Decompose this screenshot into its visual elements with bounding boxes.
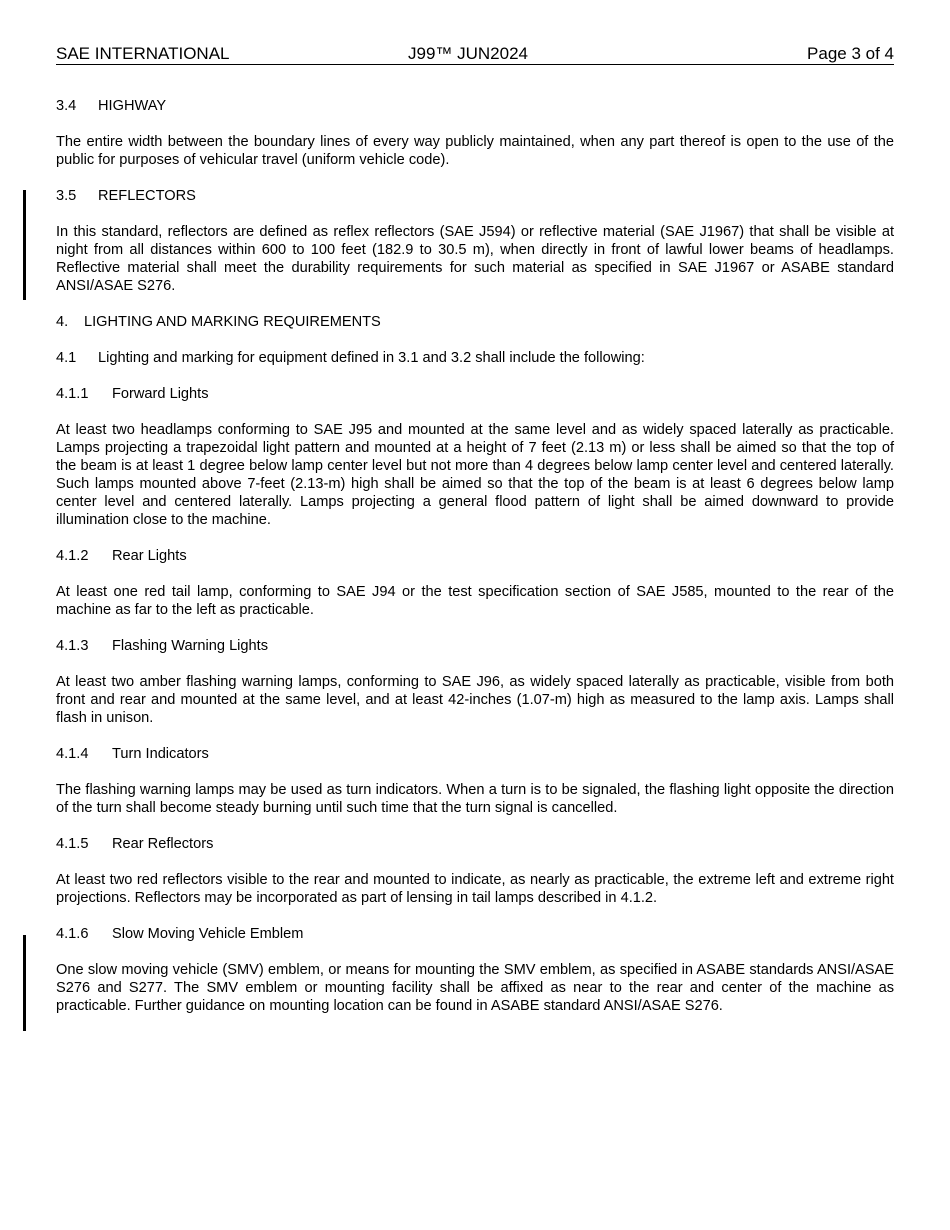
section-heading: 3.4 HIGHWAY (56, 98, 167, 114)
section-heading: 4.1.4 Turn Indicators (56, 746, 209, 762)
section-heading: 4.1.6 Slow Moving Vehicle Emblem (56, 926, 304, 942)
section-paragraph: At least two red reflectors visible to the rear and mounted to indicate, as nearly as practicable, the extreme left and extreme right projections. Reflectors may be incorporated as part of lensing in tail lamps described in 4.1.2. (56, 872, 894, 906)
section-paragraph: One slow moving vehicle (SMV) emblem, or means for mounting the SMV emblem, as specified in ASABE standards ANSI/ASAE S276 and S277. The SMV emblem or mounting facility shall be affixed as near to the rear and center of the machine as practicable. Further guidance on mounting location can be found in ASABE standard ANSI/ASAE S276. (56, 962, 894, 1014)
section-heading: 3.5 REFLECTORS (56, 188, 196, 204)
section-paragraph: At least two headlamps conforming to SAE J95 and mounted at the same level and as widely spaced laterally as practicable. Lamps projecting a trapezoidal light pattern and mounted at a height of 7 feet (2.13 m) or less shall be aimed so that the top of the beam is at least 1 degree below lamp center level but not more than 4 degrees below lamp center level and centered laterally. Such lamps mounted above 7-feet (2.13-m) high shall be aimed so that the top of the beam is at least 6 degrees below lamp center level and centered laterally. Lamps projecting a general flood pattern of light shall be aimed downward to provide illumination close to the machine. (56, 422, 894, 528)
page-header (56, 44, 894, 65)
page-number: Page 3 of 4 (807, 44, 894, 63)
section-paragraph: In this standard, reflectors are defined as reflex reflectors (SAE J594) or reflective material (SAE J1967) that shall be visible at night from all distances within 600 to 100 feet (182.9 to 30.5 m), when directly in front of lawful lower beams of headlamps. Reflective material shall meet the durability requirements for such material as specified in SAE J1967 or ASABE standard ANSI/ASAE S276. (56, 224, 894, 294)
section-paragraph: The flashing warning lamps may be used as turn indicators. When a turn is to be signaled, the flashing light opposite the direction of the turn shall become steady burning until such time that the turn signal is cancelled. (56, 782, 894, 816)
section-heading: 4.1.1 Forward Lights (56, 386, 209, 402)
publisher-name: SAE INTERNATIONAL (56, 44, 230, 63)
document-body (56, 97, 894, 1033)
section-paragraph: The entire width between the boundary lines of every way publicly maintained, when any part thereof is open to the use of the public for purposes of vehicular travel (uniform vehicle code). (56, 134, 894, 168)
section-heading: 4.1.2 Rear Lights (56, 548, 187, 564)
change-bar (23, 935, 26, 1031)
section-paragraph: At least one red tail lamp, conforming to SAE J94 or the test specification section of SAE J585, mounted to the rear of the machine as far to the left as practicable. (56, 584, 894, 618)
document-id: J99™ JUN2024 (408, 44, 529, 63)
section-heading: 4.1.5 Rear Reflectors (56, 836, 214, 852)
section-paragraph: At least two amber flashing warning lamps, conforming to SAE J96, as widely spaced laterally as practicable, visible from both front and rear and mounted at the same level, and at least 42-inches (1.07-m) high as measured to the lamp axis. Lamps shall flash in unison. (56, 674, 894, 726)
change-bar (23, 190, 26, 300)
section-heading: 4. LIGHTING AND MARKING REQUIREMENTS (56, 314, 381, 330)
section-heading: 4.1 Lighting and marking for equipment defined in 3.1 and 3.2 shall include the following: (56, 350, 645, 366)
section-heading: 4.1.3 Flashing Warning Lights (56, 638, 269, 654)
